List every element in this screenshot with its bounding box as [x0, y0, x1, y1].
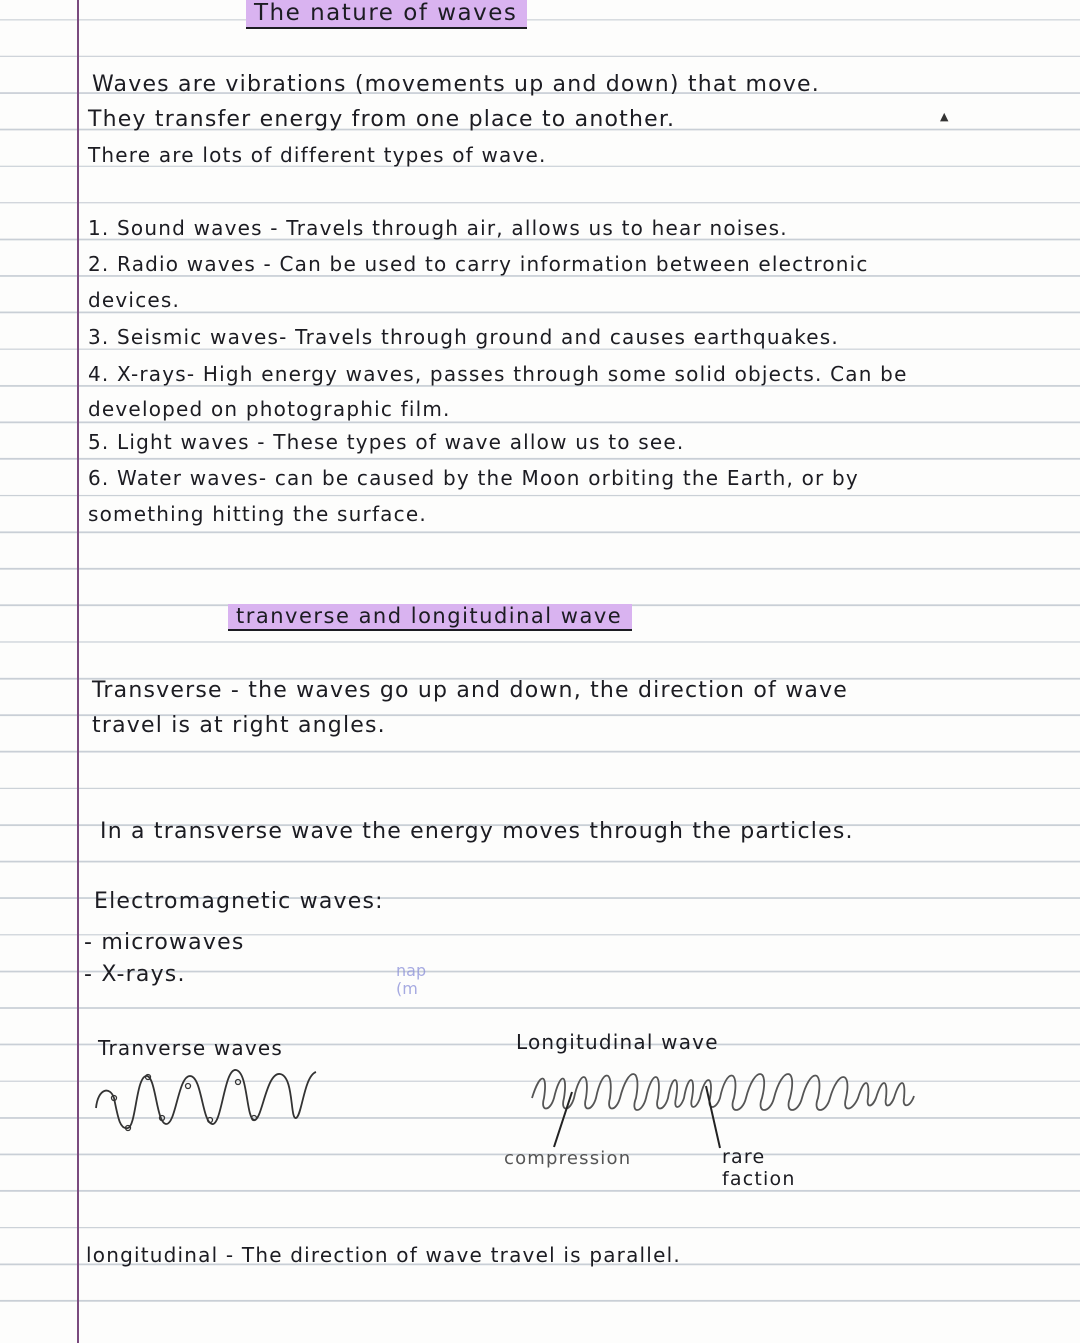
transverse-diagram-label: Tranverse waves: [98, 1036, 284, 1060]
em-waves-heading: Electromagnetic waves:: [94, 889, 384, 914]
wave-type-water: 6. Water waves- can be caused by the Moon orbiting the Earth, or by: [88, 466, 859, 490]
longitudinal-diagram-label: Longitudinal wave: [516, 1030, 719, 1054]
transverse-energy-note: In a transverse wave the energy moves through the particles.: [100, 819, 854, 844]
intro-line-3: There are lots of different types of wave.: [88, 143, 547, 167]
transverse-wave-drawing: [90, 1068, 330, 1138]
faint-note-line-1: nap: [396, 961, 427, 980]
wave-type-light: 5. Light waves - These types of wave allow us to see.: [88, 430, 685, 454]
em-list-xrays: - X-rays.: [84, 962, 186, 987]
transverse-definition-line-1: Transverse - the waves go up and down, the direction of wave: [92, 678, 849, 703]
faint-scribble-note: [396, 962, 426, 998]
transverse-definition-line-2: travel is at right angles.: [92, 713, 386, 738]
faint-note-line-2: (m: [396, 979, 418, 998]
section-title-transverse-longitudinal: tranverse and longitudinal wave: [228, 604, 632, 631]
margin-line: [77, 0, 79, 1343]
section-title-nature-of-waves: The nature of waves: [246, 0, 527, 29]
wave-type-seismic: 3. Seismic waves- Travels through ground and causes earthquakes.: [88, 325, 839, 349]
triangle-mark-icon: ▲: [940, 110, 949, 123]
wave-type-water-cont: something hitting the surface.: [88, 502, 427, 526]
intro-line-1: Waves are vibrations (movements up and down) that move.: [92, 72, 820, 97]
longitudinal-definition: longitudinal - The direction of wave travel is parallel.: [86, 1243, 681, 1267]
wave-type-radio: 2. Radio waves - Can be used to carry information between electronic: [88, 252, 869, 276]
wave-type-xrays: 4. X-rays- High energy waves, passes through some solid objects. Can be: [88, 362, 908, 386]
intro-line-2: They transfer energy from one place to another.: [88, 107, 676, 132]
rarefaction-annotation-line-1: rare: [722, 1146, 766, 1168]
wave-type-xrays-cont: developed on photographic film.: [88, 397, 451, 421]
rarefaction-annotation-line-2: faction: [722, 1168, 796, 1190]
wave-type-radio-cont: devices.: [88, 288, 181, 312]
wave-type-sound: 1. Sound waves - Travels through air, allows us to hear noises.: [88, 216, 788, 240]
em-list-microwaves: - microwaves: [84, 930, 245, 955]
compression-annotation: compression: [504, 1148, 632, 1169]
longitudinal-wave-spring-drawing: [530, 1062, 970, 1152]
